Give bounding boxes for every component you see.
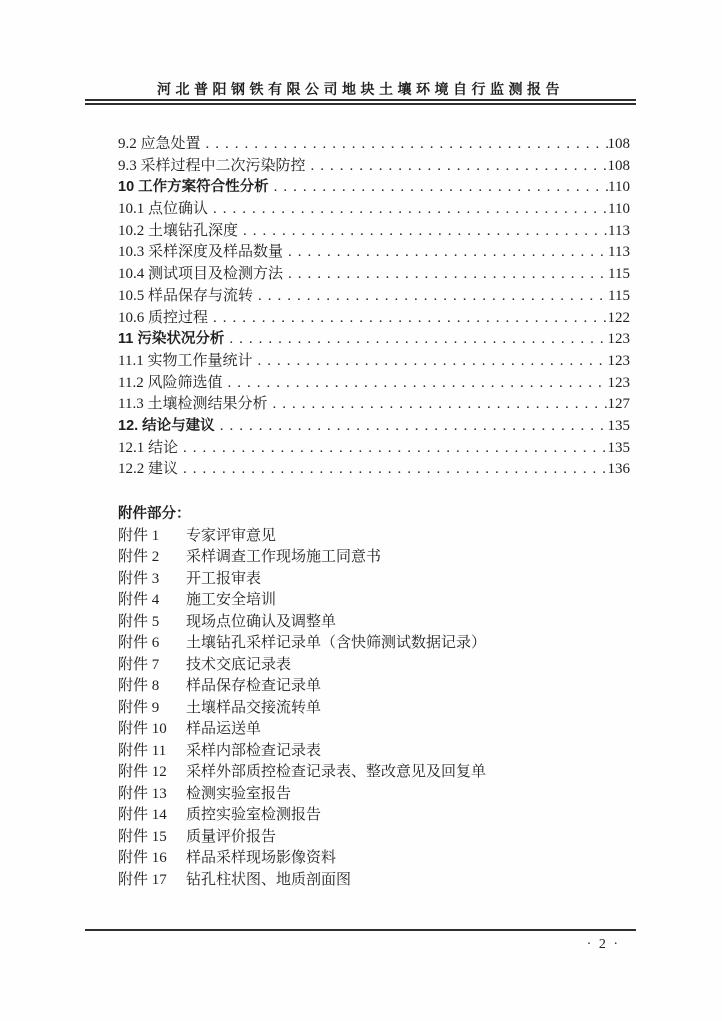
attachment-number-label: 附件 2 (118, 549, 160, 565)
attachment-number-label: 附件 6 (118, 635, 160, 651)
toc-page-number: 122 (607, 309, 630, 326)
toc-page-number: 108 (607, 136, 630, 152)
toc-leader-dots (283, 264, 608, 286)
toc-page-number: 110 (608, 201, 630, 218)
toc-leader-dots (208, 308, 607, 330)
toc-entry-title: 12.1 结论 (118, 439, 179, 456)
attachment-number-label: 附件 10 (118, 721, 167, 737)
toc-leader-dots (208, 199, 608, 221)
toc-page-number: 113 (608, 244, 630, 261)
attachment-title: 开工报审表 (186, 570, 262, 587)
toc-row (118, 242, 630, 264)
page-number: · 2 · (586, 937, 620, 952)
toc-leader-dots (253, 286, 608, 308)
toc-entry-title: 12. 结论与建议 (118, 417, 215, 434)
attachment-row (118, 870, 630, 892)
attachment-title: 采样外部质控检查记录表、整改意见及回复单 (186, 764, 487, 780)
toc-entry-title: 9.3 采样过程中二次污染防控 (118, 157, 306, 174)
attachment-number-label: 附件 15 (118, 828, 167, 845)
attachment-number-label: 附件 3 (118, 570, 160, 587)
attachment-number-label: 附件 4 (118, 592, 160, 608)
toc-leader-dots (201, 134, 608, 156)
toc-row (118, 416, 630, 438)
toc-entry-title: 10.4 测试项目及检测方法 (118, 266, 284, 283)
attachment-number-label: 附件 7 (118, 656, 160, 673)
toc-entry-title: 12.2 建议 (118, 461, 179, 478)
toc-page-number: 123 (607, 374, 630, 391)
toc-page-number: 115 (608, 287, 630, 304)
toc-leader-dots (283, 242, 608, 264)
attachment-row (118, 741, 630, 763)
attachment-number-label: 附件 11 (118, 742, 167, 759)
toc-row (118, 373, 630, 395)
attachment-title: 质控实验室检测报告 (186, 807, 322, 823)
attachment-title: 技术交底记录表 (186, 656, 292, 673)
attachment-row (118, 848, 630, 870)
attachments-list (118, 526, 630, 892)
toc-page-number: 115 (608, 266, 630, 283)
toc-page-number: 108 (607, 157, 630, 174)
toc-page-number: 123 (607, 352, 630, 369)
toc-row (118, 199, 630, 221)
attachment-row (118, 698, 630, 720)
toc-leader-dots (215, 416, 608, 438)
attachment-title: 专家评审意见 (186, 527, 277, 544)
attachment-row (118, 547, 630, 569)
attachment-row (118, 827, 630, 849)
attachment-number-label: 附件 16 (118, 850, 167, 866)
toc-entry-title: 10.2 土壤钻孔深度 (118, 222, 239, 239)
toc-leader-dots (178, 438, 607, 460)
toc-row (118, 264, 630, 286)
attachment-title: 样品运送单 (186, 721, 262, 737)
attachment-row (118, 526, 630, 548)
toc-entry-title: 10 工作方案符合性分析 (118, 179, 269, 196)
toc-row (118, 438, 630, 460)
toc-row (118, 221, 630, 243)
footer-rule (85, 929, 636, 931)
attachment-row (118, 762, 630, 784)
attachment-title: 采样内部检查记录表 (186, 742, 322, 759)
toc-row (118, 308, 630, 330)
toc-entry-title: 10.6 质控过程 (118, 309, 209, 326)
attachment-title: 现场点位确认及调整单 (186, 613, 337, 630)
attachment-row (118, 805, 630, 827)
toc-leader-dots (269, 177, 608, 199)
attachment-title: 质量评价报告 (186, 828, 277, 845)
toc-page-number: 135 (607, 417, 630, 434)
toc-entry-title: 11.1 实物工作量统计 (118, 352, 253, 369)
attachment-number-label: 附件 9 (118, 699, 160, 716)
header-double-rule (85, 99, 636, 105)
toc-row (118, 459, 630, 481)
toc-entry-title: 9.2 应急处置 (118, 136, 201, 152)
attachment-title: 土壤样品交接流转单 (186, 699, 322, 716)
toc-page-number: 136 (607, 461, 630, 478)
toc-leader-dots (178, 459, 607, 481)
report-header-title: 河北普阳钢铁有限公司地块土壤环境自行监测报告 (157, 83, 564, 98)
toc-page-number: 110 (608, 179, 630, 196)
table-of-contents (118, 134, 630, 481)
toc-row (118, 134, 630, 156)
attachment-number-label: 附件 12 (118, 764, 167, 780)
toc-row (118, 286, 630, 308)
toc-leader-dots (267, 394, 607, 416)
attachment-number-label: 附件 1 (118, 527, 160, 544)
attachment-row (118, 676, 630, 698)
attachment-title: 施工安全培训 (186, 592, 277, 608)
toc-row (118, 177, 630, 199)
toc-entry-title: 10.5 样品保存与流转 (118, 287, 254, 304)
toc-entry-title: 10.1 点位确认 (118, 201, 209, 218)
toc-page-number: 135 (607, 439, 630, 456)
attachment-title: 钻孔柱状图、地质剖面图 (186, 871, 352, 888)
toc-row (118, 329, 630, 351)
attachment-number-label: 附件 14 (118, 807, 167, 823)
attachment-number-label: 附件 13 (118, 785, 167, 802)
toc-leader-dots (224, 329, 607, 351)
toc-row (118, 394, 630, 416)
toc-leader-dots (238, 221, 608, 243)
attachment-row (118, 655, 630, 677)
toc-entry-title: 11 污染状况分析 (118, 331, 225, 348)
attachment-title: 样品保存检查记录单 (186, 678, 322, 694)
attachment-row (118, 633, 630, 655)
attachment-number-label: 附件 8 (118, 678, 160, 694)
toc-row (118, 156, 630, 178)
attachment-row (118, 719, 630, 741)
attachment-title: 检测实验室报告 (186, 785, 292, 802)
toc-row (118, 351, 630, 373)
toc-entry-title: 11.3 土壤检测结果分析 (118, 396, 268, 413)
attachment-row (118, 569, 630, 591)
toc-entry-title: 11.2 风险筛选值 (118, 374, 223, 391)
attachment-title: 采样调查工作现场施工同意书 (186, 549, 382, 565)
attachments-heading: 附件部分： (118, 506, 191, 522)
toc-leader-dots (306, 156, 608, 178)
toc-entry-title: 10.3 采样深度及样品数量 (118, 244, 284, 261)
attachment-title: 样品采样现场影像资料 (186, 850, 337, 866)
attachment-row (118, 612, 630, 634)
attachment-number-label: 附件 5 (118, 613, 160, 630)
toc-page-number: 113 (608, 222, 630, 239)
attachments-section (118, 504, 630, 891)
attachment-number-label: 附件 17 (118, 871, 167, 888)
attachment-row (118, 784, 630, 806)
toc-leader-dots (252, 351, 607, 373)
attachment-row (118, 590, 630, 612)
attachment-title: 土壤钻孔采样记录单（含快筛测试数据记录） (186, 635, 487, 651)
toc-leader-dots (222, 373, 607, 395)
toc-page-number: 123 (607, 331, 630, 348)
toc-page-number: 127 (607, 396, 630, 413)
